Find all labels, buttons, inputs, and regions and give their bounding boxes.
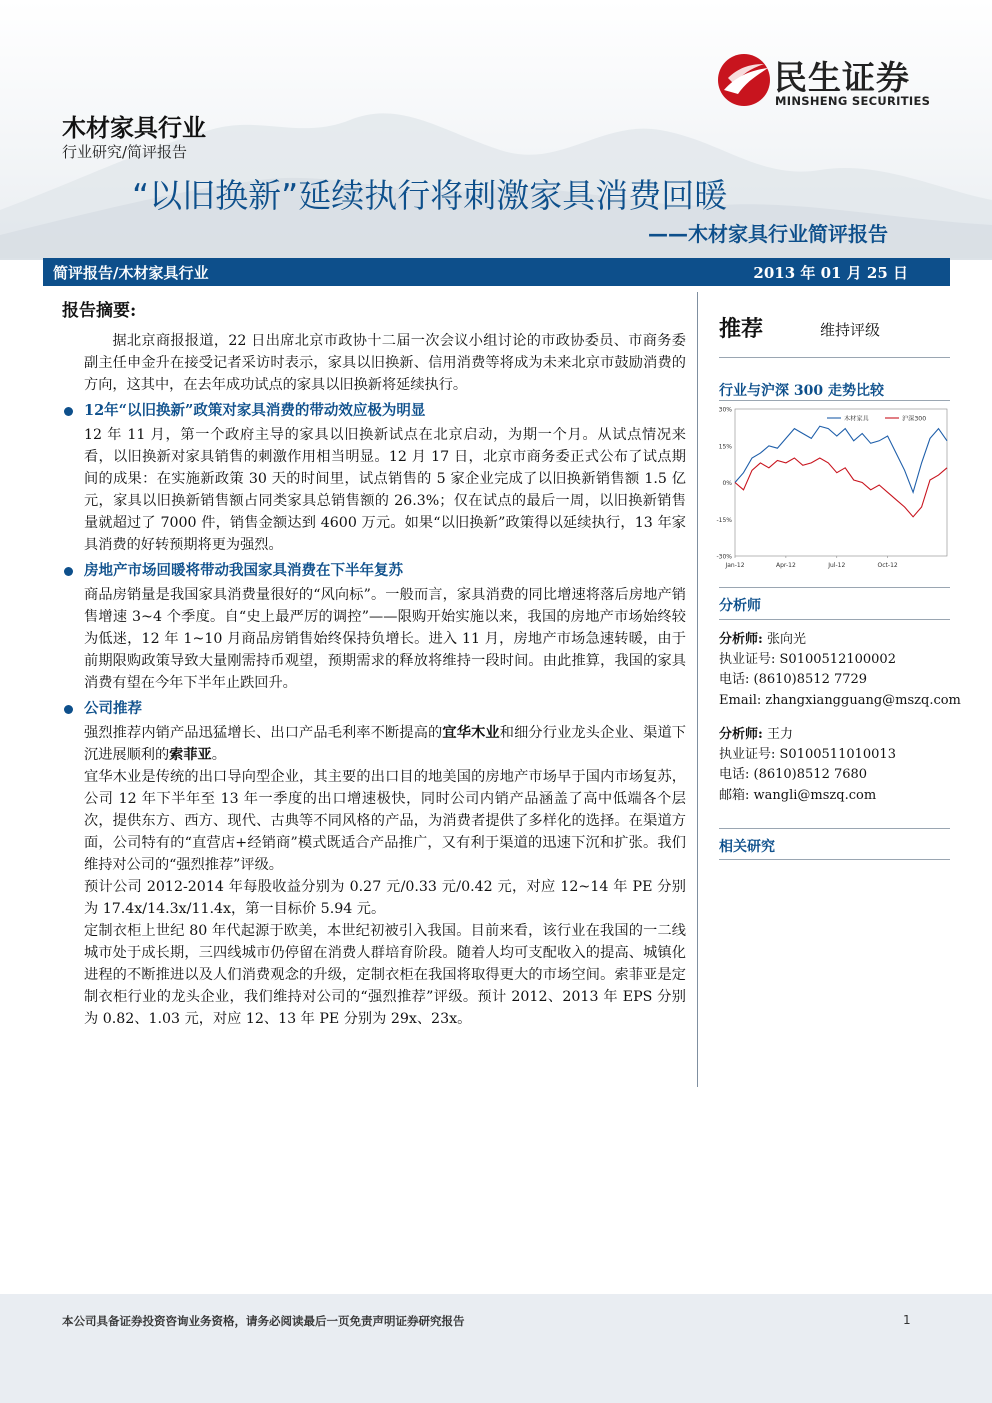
logo-chinese-name: 民生证券 (774, 58, 910, 97)
related-research-title: 相关研究 (719, 839, 775, 855)
x-tick-label: Jan-12 (725, 562, 745, 569)
divider (719, 859, 950, 860)
analyst-phone: (8610)8512 7680 (753, 767, 868, 783)
analyst-title: 分析师 (719, 598, 761, 614)
divider (719, 619, 950, 620)
industry-name: 木材家具行业 (62, 114, 206, 142)
section-paragraph: 12 年 11 月，第一个政府主导的家具以旧换新试点在北京启动，为期一个月。从试点情况来看，以旧换新对家具销售的刺激作用相当明显。12 月 17 日，北京市商务委正式公布了试点期间的成果：在实施新政策 30 天的时间里，试点销售的 5 家企业完成了以旧换新销售额 1.5 亿元，家具以旧换新销售额占同类家具总销售额的 26.3%；仅在试点的最后一周，以旧换新销售量就超过了 7000 件，销售金额达到 4600 万元。如果“以旧换新”政策得以延续执行，13 年家具消费的好转预期将更为强烈。 (84, 427, 686, 553)
section-heading: 12年“以旧换新”政策对家具消费的带动效应极为明显 (62, 400, 686, 422)
section-heading: 公司推荐 (62, 698, 686, 720)
recommend-label: 推荐 (719, 317, 764, 342)
yihua-paragraph: 宜华木业是传统的出口导向型企业，其主要的出口目的地美国的房地产市场早于国内市场复苏，公司 12 年下半年至 13 年一季度的出口增速极快，同时公司内销产品涵盖了高中低端各个层次，提供东方、西方、现代、古典等不同风格的产品，为消费者提供了多样化的选择。在渠道方面，公司特有的“直营店+经销商”模式既适合产品推广，又有利于渠道的迅速下沉和扩张。我们维持对公司的“强烈推荐”评级。 (84, 769, 686, 873)
analyst-email: zhangxiangguang@mszq.com (765, 692, 961, 708)
category-label: 简评报告/木材家具行业 (53, 264, 209, 282)
sofia-paragraph: 定制衣柜上世纪 80 年代起源于欧美，本世纪初被引入我国。目前来看，该行业在我国的一二线城市处于成长期，三四线城市仍停留在消费人群培育阶段。随着人均可支配收入的提高、城镇化进程的不断推进以及人们消费观念的升级，定制衣柜在我国将取得更大的市场空间。索菲亚是定制衣柜行业的龙头企业，我们维持对公司的“强烈推荐”评级。预计 2012、2013 年 EPS 分别为 0.82、1.03 元，对应 12、13 年 PE 分别为 29x、23x。 (84, 923, 686, 1027)
summary-title: 报告摘要: (62, 301, 137, 321)
analyst-phone: (8610)8512 7729 (753, 672, 868, 688)
x-tick-label: Oct-12 (877, 562, 898, 569)
footer-disclaimer: 本公司具备证券投资咨询业务资格，请务必阅读最后一页免责声明证券研究报告 (62, 1314, 465, 1328)
report-type: 行业研究/简评报告 (62, 143, 188, 161)
y-tick-label: 15% (718, 443, 732, 451)
logo-english-name: MINSHENG SECURITIES (775, 94, 931, 108)
analyst-name: 张向光 (766, 632, 806, 647)
divider (719, 828, 950, 829)
report-subtitle: ——木材家具行业简评报告 (648, 222, 888, 246)
analyst-cert: S0100512100002 (779, 652, 896, 668)
y-tick-label: -30% (716, 553, 732, 561)
analyst-name: 王力 (766, 727, 793, 742)
divider (719, 587, 950, 588)
bullet-icon (64, 705, 73, 714)
analyst-card: 分析师: 张向光 执业证号: S0100512100002 电话: (8610)8512 7729 Email: zhangxiangguang@mszq.com (719, 632, 961, 708)
analyst-card: 分析师: 王力 执业证号: S0100511010013 电话: (8610)8512 7680 邮箱: wangli@mszq.com (719, 727, 896, 803)
legend-label: 沪深300 (902, 415, 927, 423)
company-yihua: 宜华木业 (442, 725, 500, 741)
intro-paragraph: 据北京商报报道，22 日出席北京市政协十二届一次会议小组讨论的市政协委员、市商务委副主任申金升在接受记者采访时表示，家具以旧换新、信用消费等将成为未来北京市鼓励消费的方向，这其中，在去年成功试点的家具以旧换新将延续执行。 (84, 333, 686, 393)
legend-label: 木材家具 (844, 415, 869, 423)
report-title: “以旧换新”延续执行将刺激家具消费回暖 (132, 176, 728, 215)
footer (0, 1294, 992, 1403)
chart-title: 行业与沪深 300 走势比较 (719, 383, 884, 399)
section-paragraph: 商品房销量是我国家具消费量很好的“风向标”。一般而言，家具消费的同比增速将落后房地产销售增速 3~4 个季度。自“史上最严厉的调控”——限购开始实施以来，我国的房地产市场始终较为低迷，12 年 1~10 月商品房销售始终保持负增长。进入 11 月，房地产市场急速转暖，由于前期限购政策导致大量刚需持币观望，预期需求的释放将维持一段时间。由此推算，我国的家具消费有望在今年下半年止跌回升。 (84, 587, 686, 691)
bullet-icon (64, 407, 73, 416)
yihua-forecast: 预计公司 2012-2014 年每股收益分别为 0.27 元/0.33 元/0.42 元，对应 12~14 年 PE 分别为 17.4x/14.3x/11.4x，第一目标价 5.94 元。 (84, 879, 686, 917)
company-sofia: 索菲亚 (169, 747, 212, 763)
bullet-icon (64, 567, 73, 576)
report-date: 2013 年 01 月 25 日 (753, 264, 908, 282)
x-tick-label: Jul-12 (828, 562, 846, 569)
plot-area (735, 409, 947, 556)
report-body (84, 330, 686, 1030)
y-tick-label: 0% (722, 480, 732, 487)
category-bar (43, 258, 950, 286)
company-recommendation: 强烈推荐内销产品迅猛增长、出口产品毛利率不断提高的宜华木业和细分行业龙头企业、渠道下沉进展顺利的索菲亚。 (84, 725, 686, 763)
column-divider (697, 292, 698, 1087)
analyst-email: wangli@mszq.com (753, 787, 877, 803)
y-tick-label: 30% (718, 406, 732, 414)
y-tick-label: -15% (716, 516, 732, 524)
analyst-cert: S0100511010013 (779, 747, 896, 763)
section-heading: 房地产市场回暖将带动我国家具消费在下半年复苏 (62, 560, 686, 582)
x-tick-label: Apr-12 (775, 562, 796, 569)
rating-label: 维持评级 (820, 321, 881, 339)
divider (719, 357, 950, 358)
page-number: 1 (903, 1313, 911, 1327)
trend-chart (715, 401, 951, 581)
